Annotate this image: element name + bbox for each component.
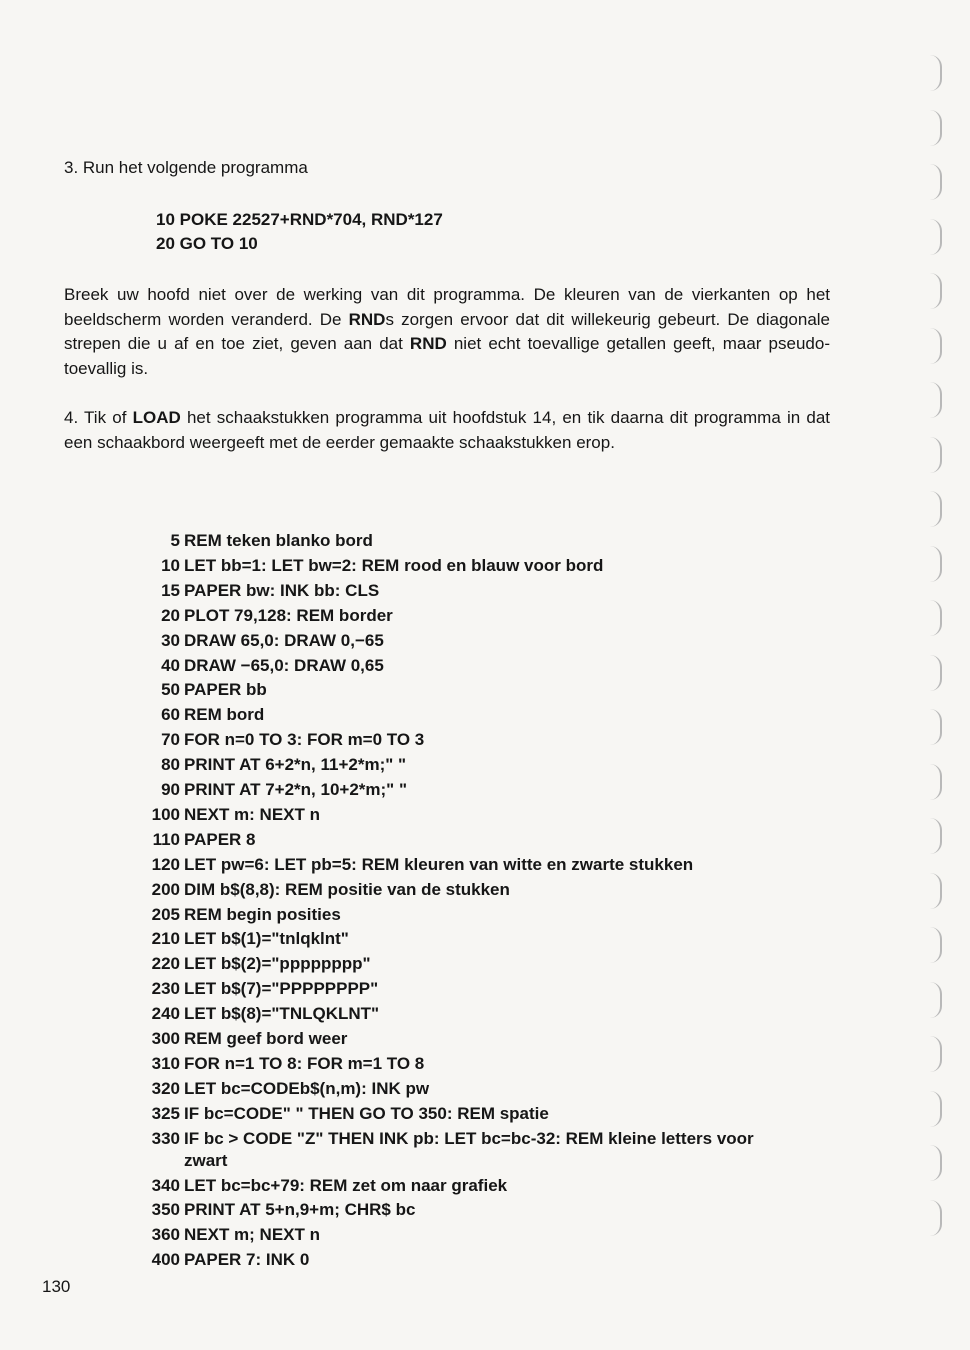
line-number: 20 <box>161 605 180 625</box>
line-number: 310 <box>151 1053 180 1073</box>
listing-line <box>138 905 341 925</box>
binder-hole-icon <box>930 1091 942 1127</box>
listing-line <box>138 1250 309 1270</box>
line-statement: LET bc=bc+79: REM zet om naar grafiek <box>184 1175 508 1195</box>
binder-hole-icon <box>930 273 942 309</box>
line-statement: PLOT 79,128: REM border <box>184 605 393 625</box>
line-number: 325 <box>151 1103 180 1123</box>
line-number: 210 <box>151 929 180 949</box>
line-statement: DRAW −65,0: DRAW 0,65 <box>184 655 384 675</box>
listing-line <box>138 606 393 626</box>
listing-line <box>138 631 384 651</box>
line-number: 50 <box>161 680 180 700</box>
listing-line <box>138 581 379 601</box>
line-number: 240 <box>151 1004 180 1024</box>
line-statement: REM bord <box>184 705 265 725</box>
listing-line <box>138 680 267 700</box>
line-statement: LET bc=CODEb$(n,m): INK pw <box>184 1078 430 1098</box>
line-number: 350 <box>151 1200 180 1220</box>
binder-hole-icon <box>930 927 942 963</box>
line-statement: DIM b$(8,8): REM positie van de stukken <box>184 879 510 899</box>
line-statement: NEXT m; NEXT n <box>184 1225 321 1245</box>
line-statement: PAPER bw: INK bb: CLS <box>184 580 380 600</box>
binder-hole-icon <box>930 164 942 200</box>
page-number: 130 <box>42 1277 71 1296</box>
binder-hole-icon <box>930 982 942 1018</box>
line-number: 320 <box>151 1078 180 1098</box>
binder-hole-icon <box>930 709 942 745</box>
line-number: 300 <box>151 1029 180 1048</box>
line-statement: LET b$(7)="PPPPPPPP" <box>184 979 379 999</box>
listing-line <box>138 730 424 750</box>
exercise-3-code <box>156 208 443 256</box>
line-statement: LET b$(2)="pppppppp" <box>184 954 371 974</box>
line-statement: REM begin posities <box>184 904 341 924</box>
listing-line <box>138 830 256 850</box>
line-number: 220 <box>151 954 180 974</box>
listing-line <box>138 979 378 999</box>
binder-holes <box>930 40 950 1340</box>
binder-hole-icon <box>930 873 942 909</box>
exercise-3-explanation: Breek uw hoofd niet over de werking van dit programma. De kleuren van de vierkanten op het beeldscherm worden veranderd. De RNDs zorgen ervoor dat dit willekeurig gebeurt. De diagonale strepen die u af en toe ziet, geven aan dat RND niet echt toevallige getallen geeft, maar pseudo-toevallig is. <box>64 285 830 378</box>
binder-hole-icon <box>930 655 942 691</box>
listing-line <box>138 556 603 576</box>
listing-line <box>138 1104 549 1124</box>
line-number: 80 <box>161 755 180 775</box>
listing-line <box>138 880 510 900</box>
listing-line <box>138 954 371 974</box>
line-number: 110 <box>152 829 180 849</box>
line-statement: LET b$(1)="tnlqklnt" <box>184 929 349 949</box>
line-number: 200 <box>151 879 180 899</box>
line-statement: LET bb=1: LET bw=2: REM rood en blauw voor bord <box>184 555 604 575</box>
line-number: 100 <box>151 804 180 824</box>
listing-line <box>138 1029 347 1049</box>
exercise-3-heading: 3. Run het volgende programma <box>64 158 308 177</box>
binder-hole-icon <box>930 382 942 418</box>
line-statement: REM teken blanko bord <box>184 531 373 550</box>
line-statement: FOR n=1 TO 8: FOR m=1 TO 8 <box>184 1053 425 1073</box>
line-number: 10 <box>161 555 180 575</box>
line-statement: DRAW 65,0: DRAW 0,−65 <box>184 630 384 650</box>
binder-hole-icon <box>930 55 942 91</box>
line-continuation: zwart <box>184 1150 228 1170</box>
binder-hole-icon <box>930 437 942 473</box>
line-number: 15 <box>161 580 180 600</box>
line-statement: PRINT AT 7+2*n, 10+2*m;" " <box>184 780 408 799</box>
listing-line <box>138 755 406 775</box>
line-number: 60 <box>161 705 180 725</box>
binder-hole-icon <box>930 110 942 146</box>
listing-line <box>138 1079 429 1099</box>
line-statement: PAPER 7: INK 0 <box>184 1250 310 1270</box>
line-number: 360 <box>151 1225 180 1245</box>
listing-line <box>138 531 373 551</box>
line-number: 90 <box>161 780 180 799</box>
binder-hole-icon <box>930 1145 942 1181</box>
line-statement: PAPER 8 <box>184 829 256 849</box>
line-statement: PRINT AT 5+n,9+m; CHR$ bc <box>184 1200 416 1220</box>
listing-line <box>138 656 384 676</box>
listing-line <box>138 780 407 800</box>
line-statement: LET b$(8)="TNLQKLNT" <box>184 1004 380 1024</box>
line-number: 5 <box>170 531 180 550</box>
listing-line <box>138 1225 320 1245</box>
listing-line <box>138 1176 507 1196</box>
listing-line <box>138 1054 424 1074</box>
line-number: 330 <box>151 1128 180 1148</box>
line-statement: NEXT m: NEXT n <box>184 804 321 824</box>
line-statement: IF bc=CODE" " THEN GO TO 350: REM spatie <box>184 1103 549 1123</box>
line-number: 400 <box>151 1250 180 1270</box>
line-statement: REM geef bord weer <box>184 1029 348 1048</box>
listing-line <box>138 855 693 875</box>
listing-line <box>138 705 264 725</box>
binder-hole-icon <box>930 491 942 527</box>
line-number: 340 <box>151 1175 180 1195</box>
line-statement: PAPER bb <box>184 680 267 700</box>
line-number: 120 <box>151 854 180 874</box>
binder-hole-icon <box>930 818 942 854</box>
binder-hole-icon <box>930 1036 942 1072</box>
listing-line <box>138 929 349 949</box>
listing-line <box>138 1129 754 1149</box>
line-number: 30 <box>161 630 180 650</box>
listing-line <box>138 1200 415 1220</box>
line-number: 230 <box>151 979 180 999</box>
line-statement: LET pw=6: LET pb=5: REM kleuren van witte en zwarte stukken <box>184 854 694 874</box>
listing-line <box>138 805 320 825</box>
code-line: 20 GO TO 10 <box>156 234 258 253</box>
line-number: 70 <box>161 730 180 750</box>
line-number: 40 <box>161 655 180 675</box>
exercise-4-text: 4. Tik of LOAD het schaakstukken programma uit hoofdstuk 14, en tik daarna dit programma in dat een schaakbord weergeeft met de eerder gemaakte schaakstukken erop. <box>64 408 830 452</box>
binder-hole-icon <box>930 219 942 255</box>
line-statement: PRINT AT 6+2*n, 11+2*m;" " <box>184 755 407 775</box>
code-line: 10 POKE 22527+RND*704, RND*127 <box>156 210 443 229</box>
binder-hole-icon <box>930 328 942 364</box>
binder-hole-icon <box>930 764 942 800</box>
binder-hole-icon <box>930 546 942 582</box>
listing-line <box>138 1004 379 1024</box>
binder-hole-icon <box>930 600 942 636</box>
line-number: 205 <box>151 904 180 924</box>
line-statement: FOR n=0 TO 3: FOR m=0 TO 3 <box>184 730 425 750</box>
line-statement: IF bc > CODE "Z" THEN INK pb: LET bc=bc-32: REM kleine letters voor <box>184 1128 754 1148</box>
binder-hole-icon <box>930 1200 942 1236</box>
